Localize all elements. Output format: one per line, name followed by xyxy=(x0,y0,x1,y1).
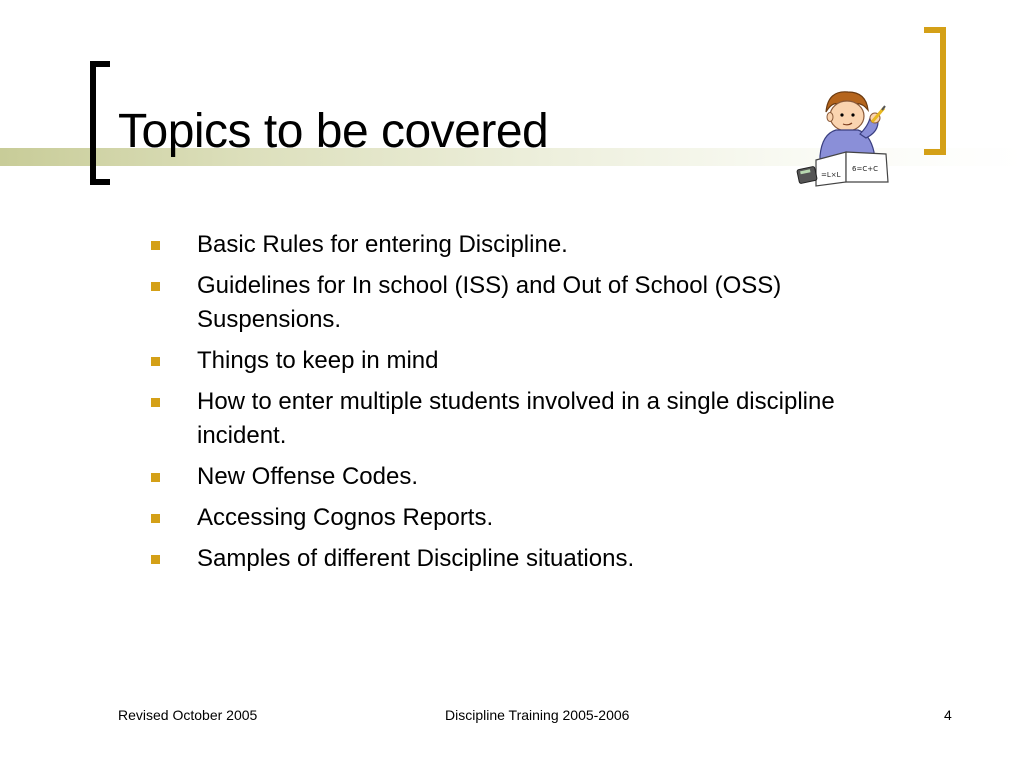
footer-revision-date: Revised October 2005 xyxy=(118,707,258,723)
square-bullet-icon xyxy=(151,514,160,523)
bullet-text: New Offense Codes. xyxy=(197,463,419,490)
bullet-item xyxy=(148,228,908,262)
bullet-text: Samples of different Discipline situations. xyxy=(197,545,635,572)
square-bullet-icon xyxy=(151,555,160,564)
bullet-item xyxy=(148,542,908,576)
bullet-item xyxy=(148,460,908,494)
bullet-text: Guidelines for In school (ISS) and Out of School (OSS) Suspensions. xyxy=(197,272,782,333)
bullet-text: Things to keep in mind xyxy=(197,347,439,374)
square-bullet-icon xyxy=(151,282,160,291)
clipart-formula-left: =L×L xyxy=(821,171,841,179)
footer-presentation-title: Discipline Training 2005-2006 xyxy=(445,707,630,723)
bullet-item xyxy=(148,385,908,453)
bullet-item xyxy=(148,501,908,535)
clipart-formula-right: 6=C+C xyxy=(852,165,878,173)
student-studying-clipart-icon xyxy=(796,82,896,192)
bullet-text: Accessing Cognos Reports. xyxy=(197,504,494,531)
bullet-list xyxy=(148,228,908,583)
slide-title: Topics to be covered xyxy=(118,105,549,158)
right-bracket-decoration xyxy=(924,27,946,155)
square-bullet-icon xyxy=(151,357,160,366)
bullet-text: Basic Rules for entering Discipline. xyxy=(197,231,568,258)
left-bracket-decoration xyxy=(90,61,110,185)
square-bullet-icon xyxy=(151,241,160,250)
footer-page-number: 4 xyxy=(944,707,952,723)
square-bullet-icon xyxy=(151,398,160,407)
bullet-item xyxy=(148,344,908,378)
square-bullet-icon xyxy=(151,473,160,482)
bullet-item xyxy=(148,269,908,337)
bullet-text: How to enter multiple students involved in a single discipline incident. xyxy=(197,388,835,449)
